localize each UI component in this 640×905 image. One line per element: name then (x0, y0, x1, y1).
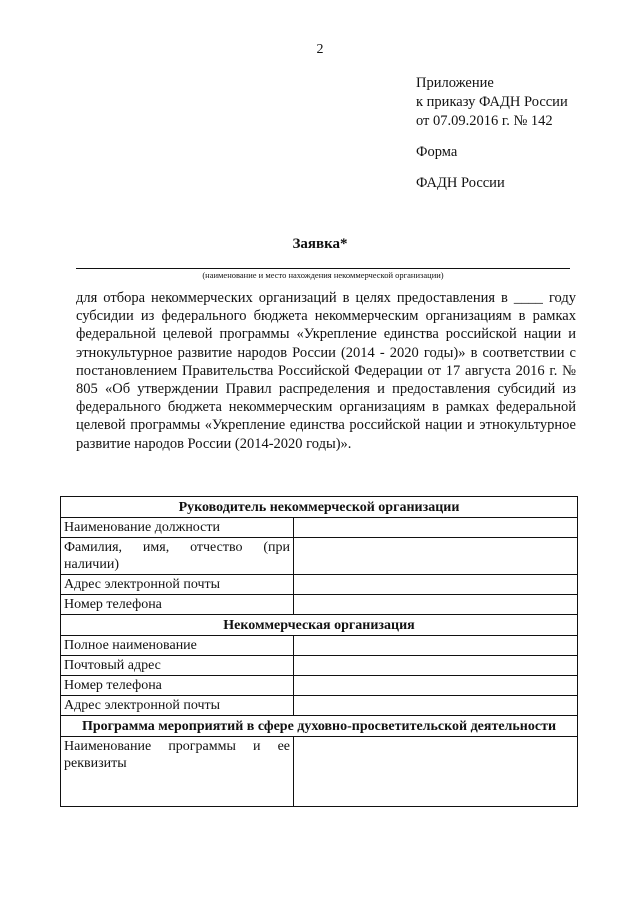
page-number: 2 (316, 42, 324, 57)
field-label-head-phone: Номер телефона (61, 595, 294, 615)
field-label-position: Наименование должности (61, 518, 294, 538)
field-label-postal-address: Почтовый адрес (61, 656, 294, 676)
table-row (61, 595, 578, 615)
field-label-org-email: Адрес электронной почты (61, 696, 294, 716)
section-head-of-organization: Руководитель некоммерческой организации (61, 497, 578, 518)
table-row (61, 575, 578, 595)
intro-paragraph: для отбора некоммерческих организаций в целях предоставления в ____ году субсидии из федерального бюджета некоммерческим организациям в рамках федеральной целевой программы «Укрепление единства российской нации и этнокультурное развитие народов России (2014 - 2020 годы)» в соответствии с постановлением Правительства Российской Федерации от 17 августа 2016 г. № 805 «Об утверждении Правил распределения и предоставления субсидий из федерального бюджета некоммерческим организациям в рамках федеральной целевой программы «Укрепление единства российской нации и этнокультурное развитие народов России (2014-2020 годы)». (76, 290, 576, 452)
field-value-position[interactable] (294, 518, 578, 538)
organization-name-line (76, 268, 570, 269)
field-value-head-email[interactable] (294, 575, 578, 595)
document-title: Заявка* (292, 236, 348, 252)
section-program: Программа мероприятий в сфере духовно-просветительской деятельности (61, 716, 578, 737)
section-header-row (61, 615, 578, 636)
table-row (61, 656, 578, 676)
field-value-org-full-name[interactable] (294, 636, 578, 656)
table-row (61, 696, 578, 716)
appendix-block (416, 74, 568, 131)
field-value-head-phone[interactable] (294, 595, 578, 615)
table-row (61, 538, 578, 575)
field-value-org-email[interactable] (294, 696, 578, 716)
field-value-org-phone[interactable] (294, 676, 578, 696)
table-row (61, 518, 578, 538)
table-row (61, 636, 578, 656)
field-value-full-name[interactable] (294, 538, 578, 575)
application-form-table (60, 496, 578, 807)
field-value-program-name[interactable] (294, 737, 578, 807)
appendix-line-1: Приложение (416, 75, 494, 91)
field-label-full-name: Фамилия, имя, отчество (при наличии) (61, 538, 294, 575)
field-label-org-phone: Номер телефона (61, 676, 294, 696)
section-header-row (61, 497, 578, 518)
field-label-org-full-name: Полное наименование (61, 636, 294, 656)
organization-name-caption: (наименование и место нахождения некоммерческой организации) (202, 270, 444, 280)
table-row (61, 737, 578, 807)
table-row (61, 676, 578, 696)
field-label-head-email: Адрес электронной почты (61, 575, 294, 595)
appendix-line-3: от 07.09.2016 г. № 142 (416, 113, 553, 129)
agency-name: ФАДН России (416, 175, 505, 191)
section-header-row (61, 716, 578, 737)
section-organization: Некоммерческая организация (61, 615, 578, 636)
appendix-line-2: к приказу ФАДН России (416, 94, 568, 110)
field-label-program-name: Наименование программы и ее реквизиты (61, 737, 294, 807)
field-value-postal-address[interactable] (294, 656, 578, 676)
form-label: Форма (416, 144, 458, 160)
